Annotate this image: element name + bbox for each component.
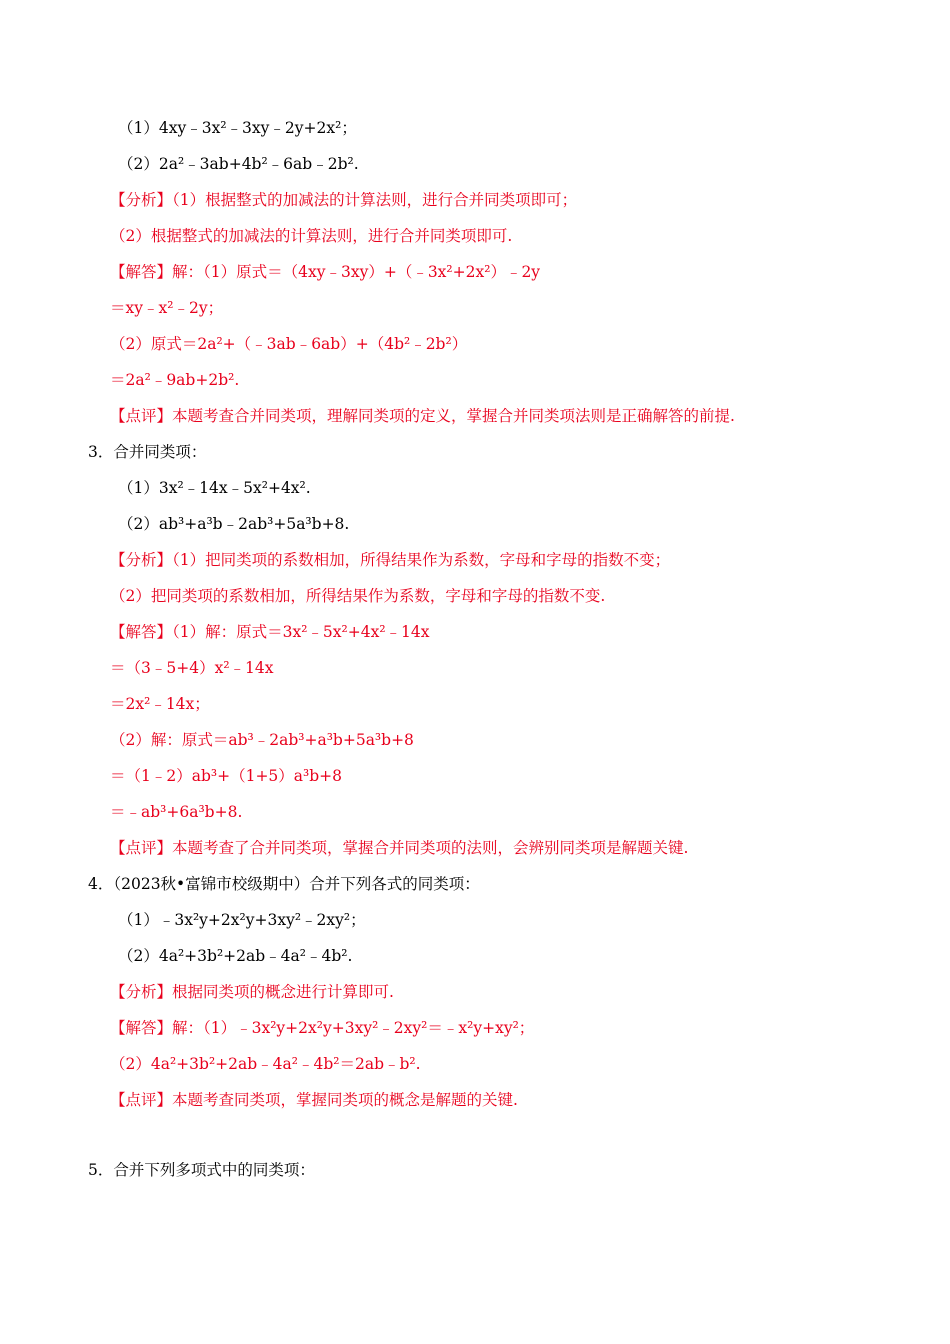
q3-solution-part2-result: ＝﹣ab³+6a³b+8. <box>110 803 243 821</box>
q3-part1: （1）3x²﹣14x﹣5x²+4x². <box>118 479 311 497</box>
q4-part1: （1）﹣3x²y+2x²y+3xy²﹣2xy²； <box>118 911 366 929</box>
q2-analysis: 【分析】（1）根据整式的加减法的计算法则，进行合并同类项即可； <box>110 191 578 209</box>
q2-comment: 【点评】本题考查合并同类项，理解同类项的定义，掌握合并同类项法则是正确解答的前提. <box>110 407 735 425</box>
q4-comment: 【点评】本题考查同类项，掌握同类项的概念是解题的关键. <box>110 1091 518 1109</box>
q3-solution-part2-step1: ＝（1﹣2）ab³+（1+5）a³b+8 <box>110 767 343 785</box>
q3-comment: 【点评】本题考查了合并同类项，掌握合并同类项的法则，会辨别同类项是解题关键. <box>110 839 689 857</box>
q4-solution: 【解答】解：（1）﹣3x²y+2x²y+3xy²﹣2xy²＝﹣x²y+xy²； <box>110 1019 535 1037</box>
q2-part2: （2）2a²﹣3ab+4b²﹣6ab﹣2b². <box>118 155 359 173</box>
q4-title: 4．（2023秋•富锦市校级期中）合并下列各式的同类项： <box>88 875 480 893</box>
q3-part2: （2）ab³+a³b﹣2ab³+5a³b+8. <box>118 515 350 533</box>
q4-part2: （2）4a²+3b²+2ab﹣4a²﹣4b². <box>118 947 353 965</box>
q2-solution-result: ＝2a²﹣9ab+2b². <box>110 371 240 389</box>
q3-analysis-2: （2）把同类项的系数相加，所得结果作为系数，字母和字母的指数不变. <box>110 587 606 605</box>
q3-title: 3．合并同类项： <box>88 443 207 461</box>
q3-solution: 【解答】（1）解：原式＝3x²﹣5x²+4x²﹣14x <box>110 623 430 641</box>
q5-title: 5．合并下列多项式中的同类项： <box>88 1161 315 1179</box>
q3-solution-part2: （2）解：原式＝ab³﹣2ab³+a³b+5a³b+8 <box>110 731 414 749</box>
q2-solution-part2: （2）原式＝2a²+（﹣3ab﹣6ab）+（4b²﹣2b²） <box>110 335 468 353</box>
q3-solution-step2: ＝2x²﹣14x； <box>110 695 210 713</box>
q3-solution-step1: ＝（3﹣5+4）x²﹣14x <box>110 659 274 677</box>
q2-part1: （1）4xy﹣3x²﹣3xy﹣2y+2x²； <box>118 119 357 137</box>
q4-solution-part2: （2）4a²+3b²+2ab﹣4a²﹣4b²＝2ab﹣b². <box>110 1055 421 1073</box>
q2-solution-step: ＝xy﹣x²﹣2y； <box>110 299 224 317</box>
q2-analysis-2: （2）根据整式的加减法的计算法则，进行合并同类项即可. <box>110 227 513 245</box>
q3-analysis: 【分析】（1）把同类项的系数相加，所得结果作为系数，字母和字母的指数不变； <box>110 551 671 569</box>
q4-analysis: 【分析】根据同类项的概念进行计算即可. <box>110 983 394 1001</box>
q2-solution: 【解答】解：（1）原式＝（4xy﹣3xy）+（﹣3x²+2x²）﹣2y <box>110 263 541 281</box>
